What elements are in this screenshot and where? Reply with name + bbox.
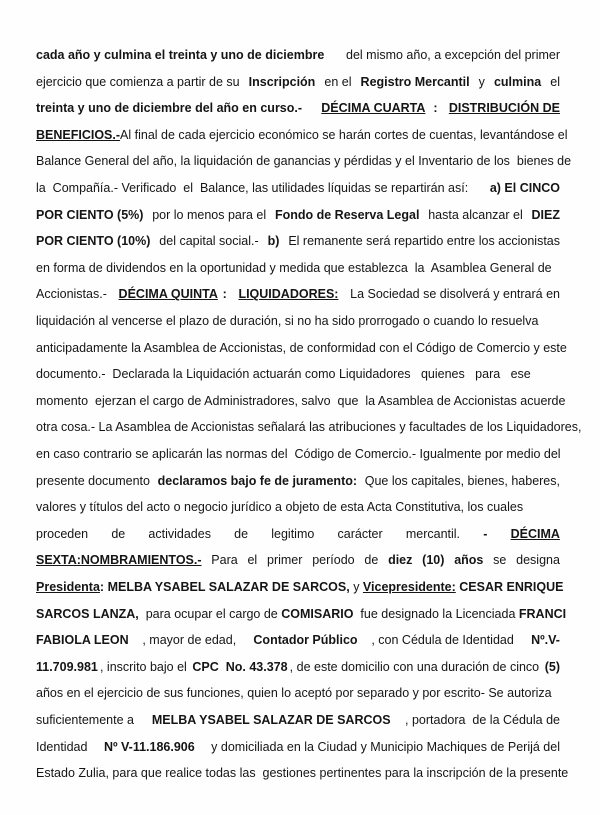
text-line (36, 627, 560, 653)
text-run: carácter (337, 526, 383, 541)
text-run: en el (320, 74, 355, 89)
text-run: declaramos bajo fe de juramento: (157, 473, 358, 488)
text-run: de (111, 526, 126, 541)
text-line (36, 734, 560, 760)
text-run: a) El CINCO (489, 181, 560, 195)
text-run: Vicepresidente: (362, 580, 456, 594)
text-run: Nº.V- (531, 633, 560, 648)
text-line (36, 547, 560, 573)
text-run: (5) (544, 659, 560, 674)
text-run: para ocupar el cargo de (138, 606, 282, 621)
text-run: del mismo año, a excepción del primer (342, 48, 560, 62)
text-run: y domiciliada en la Ciudad y Municipio Machiques de Perijá del (207, 739, 560, 754)
text-run: en caso contrario se aplicarán las normas del Código de Comercio.- Igualmente por medio del (36, 447, 561, 461)
text-run: (10) (422, 553, 445, 568)
text-run: Inscripción (248, 74, 316, 89)
text-run: designa (516, 553, 560, 568)
text-run: en forma de dividendos en la oportunidad y medida que establezca la Asamblea General de (36, 260, 552, 275)
text-run: proceden (36, 526, 89, 541)
text-run: POR CIENTO (5%) (36, 207, 144, 222)
text-line (36, 202, 560, 228)
text-line (36, 680, 560, 706)
text-line (36, 255, 560, 281)
text-run: documento.- Declarada la Liquidación actuarán como Liquidadores quienes para ese (36, 367, 531, 382)
text-line (36, 441, 560, 467)
text-run: se (493, 553, 507, 568)
text-run: Balance General del año, la liquidación de ganancias y pérdidas y el Inventario de los bienes de (36, 154, 572, 169)
text-line (36, 228, 560, 254)
text-run: legitimo (271, 526, 315, 541)
text-run: DÉCIMA QUINTA (118, 287, 218, 302)
text-run: Identidad (36, 739, 91, 754)
text-line (36, 308, 560, 334)
text-line (36, 388, 566, 414)
text-line (36, 494, 560, 520)
text-line (36, 601, 567, 627)
text-run: y (475, 74, 489, 89)
text-run: período (312, 553, 355, 568)
text-run: FABIOLA LEON (36, 633, 129, 648)
text-run: mercantil. (405, 526, 461, 541)
text-run: suficientemente a (36, 713, 138, 727)
text-line (36, 521, 560, 547)
text-run: SEXTA:NOMBRAMIENTOS.- (36, 553, 202, 568)
text-run: presente documento (36, 473, 154, 488)
text-run: liquidación al vencerse el plazo de duración, si no ha sido prorrogado o cuando lo resuelva (36, 314, 539, 328)
text-run: DÉCIMA (510, 526, 560, 541)
text-line (36, 69, 560, 95)
text-run: treinta y uno de diciembre del año en curso.- (36, 101, 303, 116)
text-line (36, 414, 582, 440)
text-run: de (234, 526, 249, 541)
text-run: momento ejerzan el cargo de Administradores, salvo que la Asamblea de Accionistas acuerde (36, 393, 566, 408)
text-run: MELBA YSABEL SALAZAR DE SARCOS (151, 713, 391, 727)
text-run: el (247, 553, 258, 568)
text-run: , portadora de la Cédula de (405, 713, 560, 727)
text-line (36, 574, 564, 600)
text-run: Accionistas.- (36, 287, 114, 302)
text-run: - (483, 526, 488, 541)
text-run: , con Cédula de Identidad (371, 633, 518, 648)
text-run: por lo menos para el (148, 207, 270, 222)
text-run: , mayor de edad, (142, 633, 240, 648)
text-line (36, 468, 560, 494)
text-run: DÉCIMA CUARTA (321, 101, 426, 116)
text-run: BENEFICIOS.- (36, 127, 121, 142)
text-run: Para (211, 553, 238, 568)
text-line (36, 95, 560, 121)
text-run: Registro Mercantil (360, 74, 470, 89)
text-run: DIEZ (531, 207, 560, 222)
text-line (36, 654, 560, 680)
text-run: del capital social.- (155, 234, 263, 249)
text-run: El remanente será repartido entre los accionistas (284, 234, 560, 249)
text-run: años (454, 553, 484, 568)
text-run: : (222, 287, 234, 302)
text-run: años en el ejercicio de sus funciones, quien lo aceptó por separado y por escrito- Se autoriza (36, 686, 552, 701)
text-run: culmina (493, 74, 542, 89)
text-run: Nº V-11.186.906 (103, 739, 195, 754)
text-run: SARCOS LANZA, (36, 606, 139, 621)
text-line (36, 122, 568, 148)
text-run: FRANCI (518, 606, 567, 621)
text-run: valores y títulos del acto o negocio jurídico a objeto de esta Acta Constitutiva, los cuales (36, 500, 524, 515)
text-line (36, 760, 569, 786)
text-run: Presidenta (36, 580, 100, 594)
text-line (36, 42, 560, 68)
text-run: , de este domicilio con una duración de cinco (289, 659, 543, 674)
text-run: anticipadamente la Asamblea de Accionistas, de conformidad con el Código de Comercio y este (36, 340, 567, 355)
text-run: la Compañía.- Verificado el Balance, las utilidades líquidas se repartirán así: (36, 181, 472, 195)
text-run: de (364, 553, 379, 568)
text-run: LIQUIDADORES: (238, 287, 339, 302)
text-run: el (546, 74, 560, 89)
text-line (36, 707, 560, 733)
text-run: hasta alcanzar el (424, 207, 527, 222)
text-run: diez (388, 553, 413, 568)
text-run: MELBA YSABEL SALAZAR DE SARCOS, (107, 580, 350, 594)
text-run: COMISARIO (281, 606, 354, 621)
text-run (310, 95, 313, 121)
text-run: , inscrito bajo el (99, 659, 191, 674)
text-run: CESAR ENRIQUE (459, 580, 564, 594)
text-run: Al final de cada ejercicio económico se harán cortes de cuentas, levantándose el (120, 127, 568, 142)
text-run: La Sociedad se disolverá y entrará en (343, 287, 560, 302)
text-run: CPC No. 43.378 (192, 659, 288, 674)
text-line (36, 335, 567, 361)
text-run: cada año y culmina el treinta y uno de diciembre (36, 48, 325, 62)
text-run: ejercicio que comienza a partir de su (36, 74, 244, 89)
text-run: Contador Público (253, 633, 358, 648)
text-run: Que los capitales, bienes, haberes, (361, 473, 560, 488)
text-run: primer (267, 553, 303, 568)
text-run: Estado Zulia, para que realice todas las gestiones pertinentes para la inscripción de la presente (36, 766, 569, 781)
text-line (36, 148, 572, 174)
text-line (36, 281, 560, 307)
text-run: fue designado la Licenciada (353, 606, 519, 621)
text-run: 11.709.981 (36, 659, 98, 674)
text-line (36, 175, 560, 201)
text-line (36, 361, 560, 387)
text-run: : (99, 580, 108, 594)
text-run: Fondo de Reserva Legal (274, 207, 420, 222)
text-run: y (349, 580, 363, 594)
text-run: b) (267, 234, 280, 249)
text-run: : (433, 101, 441, 116)
text-run: actividades (148, 526, 211, 541)
text-run: DISTRIBUCIÓN DE (448, 101, 560, 116)
text-run: otra cosa.- La Asamblea de Accionistas señalará las atribuciones y facultades de los Liquidadores, (36, 420, 582, 435)
text-run: POR CIENTO (10%) (36, 234, 151, 249)
